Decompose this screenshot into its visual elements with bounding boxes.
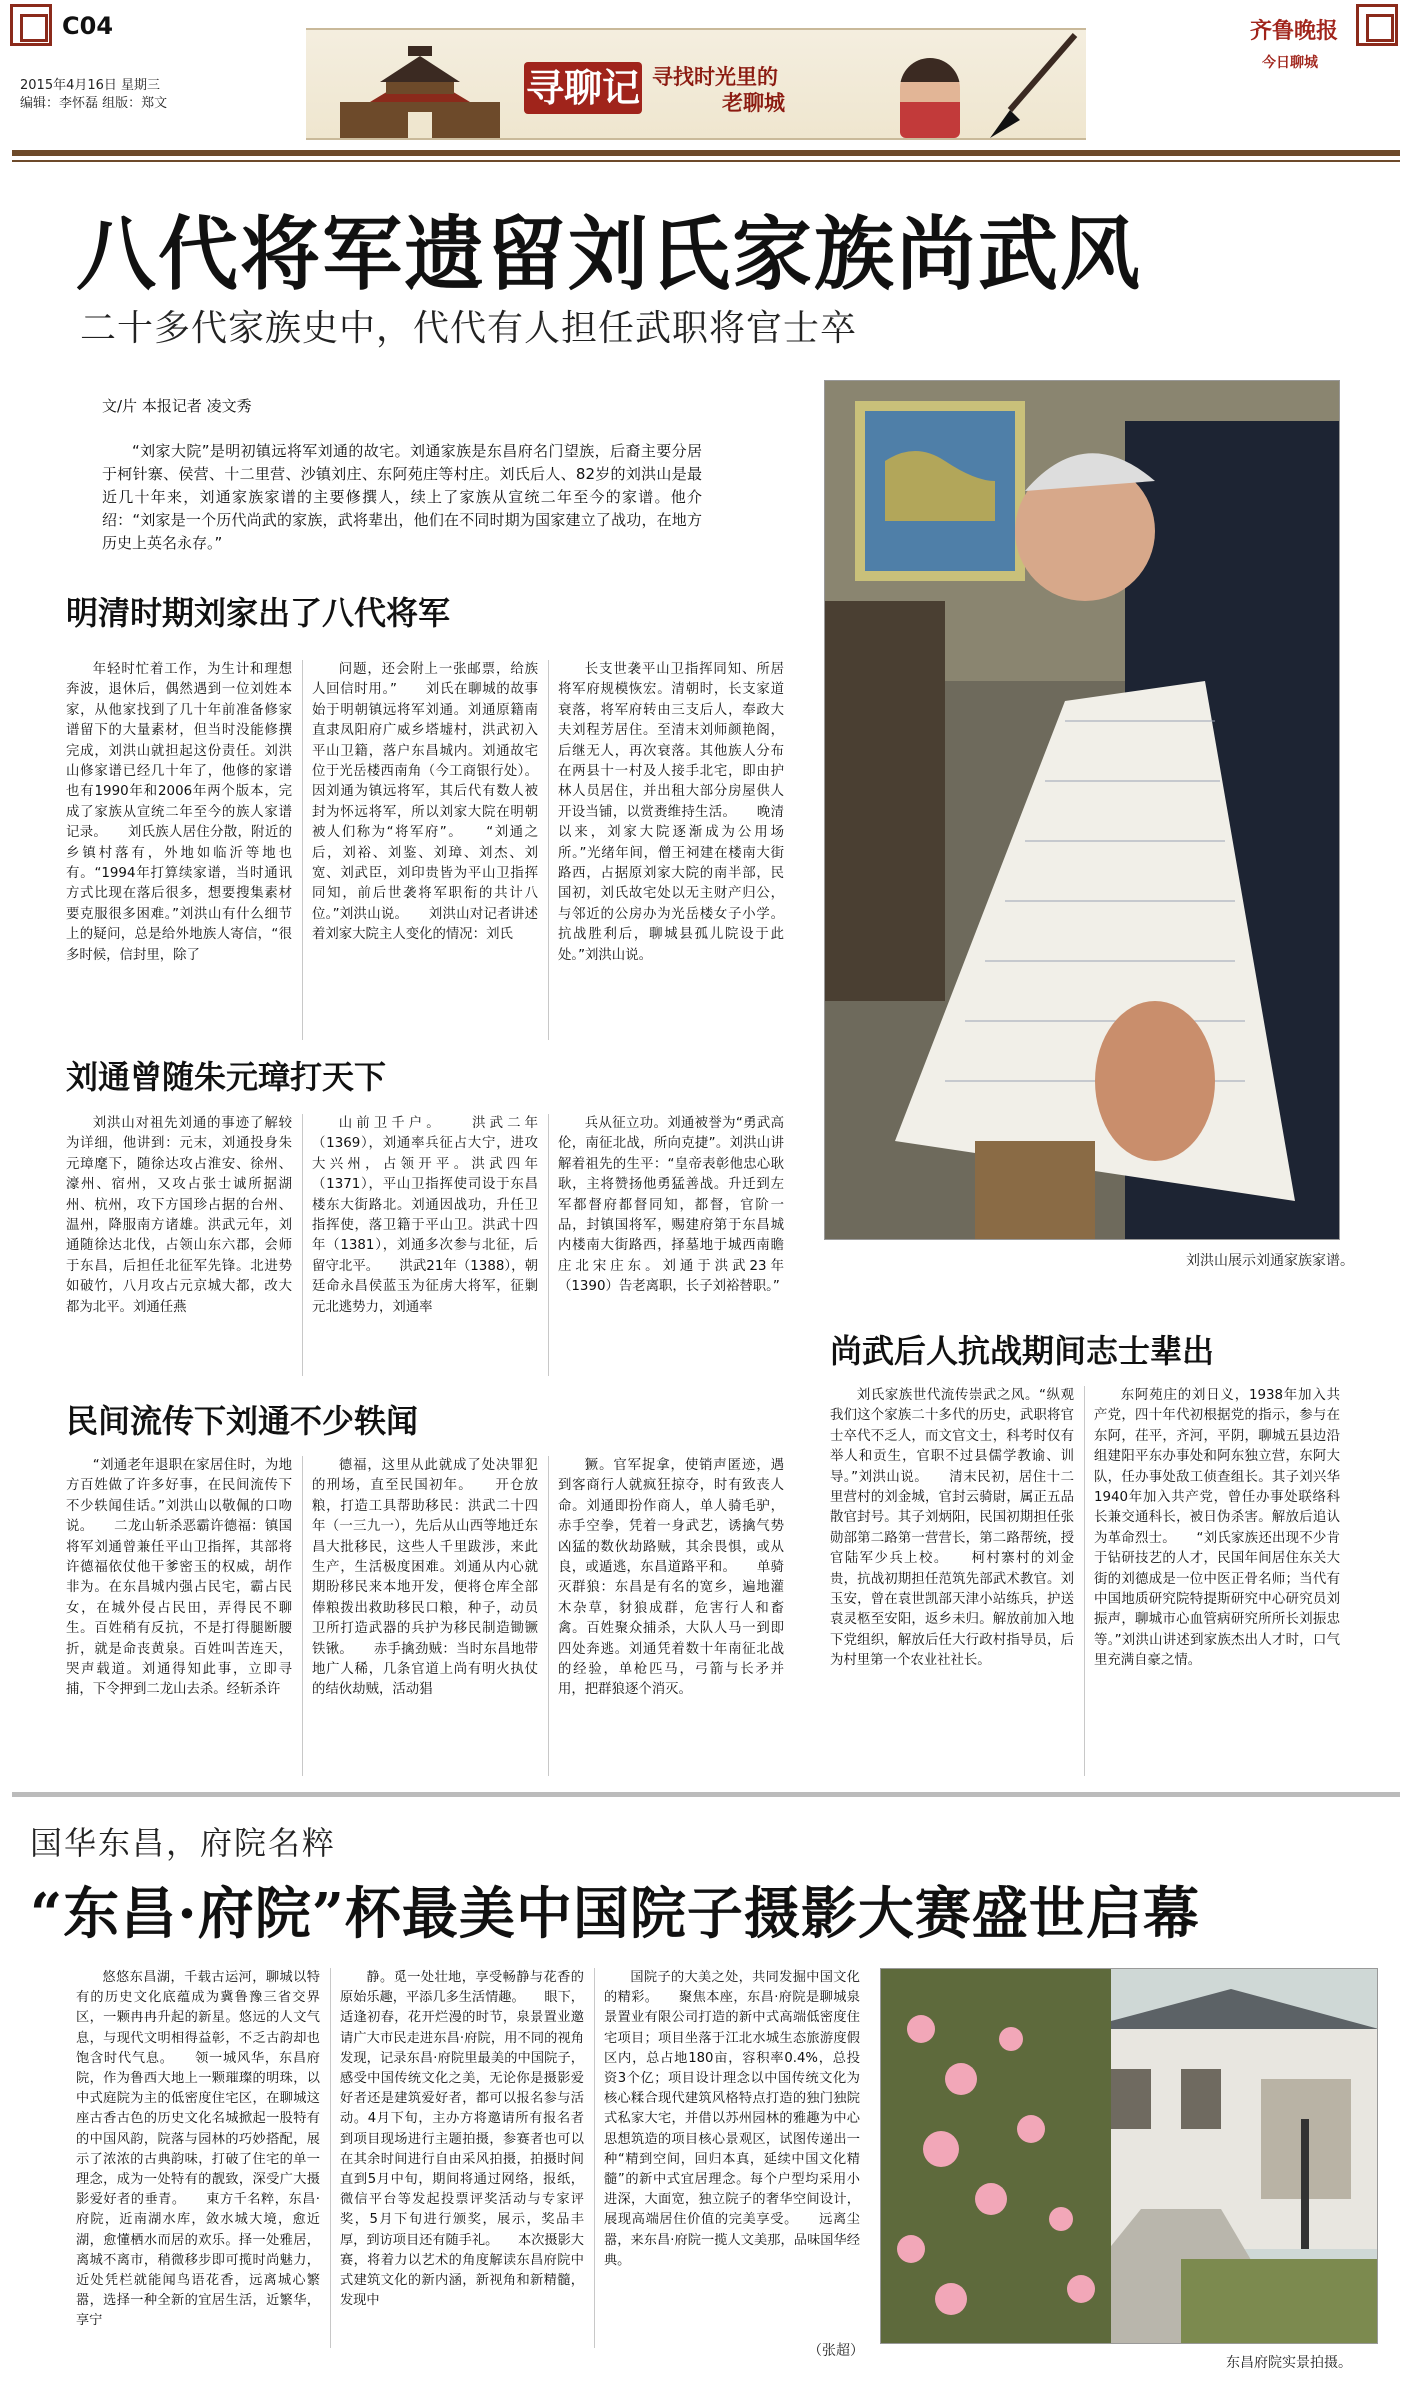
ad-col2 <box>340 1968 584 2311</box>
ad-kicker: 国华东昌，府院名粹 <box>30 1824 337 1862</box>
section1-heading: 明清时期刘家出了八代将军 <box>66 594 451 632</box>
column-divider <box>330 1968 331 2348</box>
section3-col1-text: “刘通老年退职在家居住时，为地方百姓做了许多好事，在民间流传下不少轶闻佳话。”刘洪山以敬佩的口吻说。 二龙山斩杀恶霸许德福：镇国将军刘通曾兼任平山卫指挥，其部将许德福依仗他干爹密玉的权威，胡作非为。在东昌城内强占民宅，霸占民女，在城外侵占民田，弄得民不聊生。百姓稍有反抗，不是打得腿断腰折，就是命丧黄泉。百姓叫苦连天，哭声载道。刘通得知此事，立即寻捕，下令押到二龙山去杀。经斩杀许 <box>66 1458 292 1698</box>
section3-col2-text: 德福，这里从此就成了处决罪犯的刑场，直至民国初年。 开仓放粮，打造工具帮助移民：洪武二十四年（一三九一），先后从山西等地迁东昌大批移民，这些人千里跋涉，来此生产，生活极度困难。刘通从内心就期盼移民来本地开发，便将仓库全部俸粮拨出救助移民口粮，种子，动员卫所打造武器的兵护为移民制造锄镢铁锹。 赤手擒劲贼：当时东昌地带地广人稀，几条官道上尚有明火执仗的结伙劫贼，活动猖 <box>312 1458 538 1698</box>
section3-col2 <box>312 1456 538 1701</box>
column-divider <box>302 1114 303 1376</box>
section1-col3 <box>558 660 784 966</box>
section3-heading: 民间流传下刘通不少轶闻 <box>66 1402 419 1440</box>
column-divider <box>548 660 549 1040</box>
section4-heading: 尚武后人抗战期间志士辈出 <box>830 1332 1215 1370</box>
photo-family-tree-caption: 刘洪山展示刘通家族家谱。 <box>1186 1253 1354 1269</box>
column-divider <box>1084 1386 1085 1776</box>
column-divider <box>302 660 303 1040</box>
section2-col1 <box>66 1114 292 1318</box>
section2-col3-text: 兵从征立功。刘通被誉为“勇武高伦，南征北战，所向克捷”。刘洪山讲解着祖先的生平：“皇帝表彰他忠心耿耿，主将赞扬他勇猛善战。升迁到左军都督府都督同知，都督，官阶一品，封镇国将军，赐建府第于东昌城内楼南大街路西，择墓地于城西南瞻庄北宋庄东。刘通于洪武23年（1390）告老离职，长子刘裕替职。” <box>558 1116 784 1295</box>
article-subhead: 二十多代家族史中，代代有人担任武职将官士卒 <box>80 308 858 349</box>
photo-family-tree-image <box>825 381 1340 1240</box>
section1-col2 <box>312 660 538 946</box>
column-divider <box>548 1114 549 1376</box>
section1-col3-text: 长支世袭平山卫指挥同知、所居将军府规模恢宏。清朝时，长支家道衰落，将军府转由三支后人，奉政大夫刘程芳居住。至清末刘师颜艳阁，后继无人，再次衰落。其他族人分布在两县十一村及人接手北宅，即由护林人员居住，并出租大部分房屋供人开设当铺，以赏赉维持生活。 晚清以来，刘家大院逐渐成为公用场所。”光绪年间，僧王祠建在楼南大街路西，占据原刘家大院的南半部，民国初，刘氏故宅处以无主财产归公，与邻近的公房办为光岳楼女子小学。抗战胜利后，聊城县孤儿院设于此处。”刘洪山说。 <box>558 662 784 963</box>
section4-col2 <box>1094 1386 1340 1672</box>
section2-col2-text: 山前卫千户。 洪武二年（1369），刘通率兵征占大宁，进攻大兴州，占领开平。洪武四年（1371），平山卫指挥使司设于东昌楼东大街路北。刘通因战功，升任卫指挥使，落卫籍于平山卫。洪武十四年（1381），刘通多次参与北征，后留守北平。 洪武21年（1388），朝廷命永昌侯蓝玉为征虏大将军，征剿元北逃势力，刘通率 <box>312 1116 538 1315</box>
gate-tower-illustration <box>330 42 510 138</box>
section4-col1 <box>830 1386 1074 1672</box>
section3-col1 <box>66 1456 292 1701</box>
section4-col1-text: 刘氏家族世代流传崇武之风。“纵观我们这个家族二十多代的历史，武职将官士卒代不乏人，而文官文士，科考时仅有举人和贡生，官职不过县儒学教谕、训导。”刘洪山说。 清末民初，居住十二里营村的刘金城，官封云骑尉，属正五品散官封号。其子刘炳阳，民国初期担任张勋部第二路第一营营长，第二路帮统，授官陆军少兵上校。 柯村寨村的刘金贵，抗战初期担任范筑先部武术教官。刘玉安，曾在袁世凯部天津小站练兵，护送袁灵柩至安阳，返乡未归。解放前加入地下党组织，解放后任大行政村指导员，后为村里第一个农业社社长。 <box>830 1388 1074 1669</box>
section4-col2-text: 东阿苑庄的刘日义，1938年加入共产党，四十年代初根据党的指示，参与在东阿，茌平，齐河，平阴，聊城五县边沿组建阳平东办事处和阿东独立营，东阿大队，任办事处敌工侦查组长。其子刘兴华1940年加入共产党，曾任办事处联络科长兼交通科长，被日伪杀害。解放后追认为革命烈士。 “刘氏家族还出现不少肯于钻研技艺的人才，民国年间居住东关大街的刘德成是一位中医正骨名师；当代有中国地质研究院特提斯研究中心研究员刘振声，聊城市心血管病研究所所长刘振忠等。”刘洪山讲述到家族杰出人才时，口气里充满自豪之情。 <box>1094 1388 1340 1669</box>
ad-author: （张超） <box>808 2343 864 2359</box>
editor-line: 编辑：李怀磊 组版：郑文 <box>20 96 168 111</box>
ad-col3-text: 国院子的大美之处，共同发掘中国文化的精彩。 聚焦本座，东昌·府院是聊城泉景置业有限公司打造的新中式高端低密度住宅项目；项目坐落于江北水城生态旅游度假区内，总占地180亩，容积率0.4%，总投资3个亿；项目设计理念以中国传统文化为核心糅合现代建筑风格特点打造的独门独院式私家大宅，并借以苏州园林的雅趣为中心思想筑造的项目核心景观区，试图传递出一种“精到空间，回归本真，延续中国文化精髓”的新中式宜居理念。每个户型均采用小进深，大面宽，独立院子的奢华空间设计，展现高端居住价值的完美享受。 远离尘嚣，来东昌·府院一揽人文美那，品味国华经典。 <box>604 1970 860 2268</box>
section2-col2 <box>312 1114 538 1318</box>
masthead-ornament-left <box>10 4 52 46</box>
photo-family-tree <box>824 380 1340 1240</box>
ad-col3 <box>604 1968 860 2271</box>
article-headline: 八代将军遗留刘氏家族尚武风 <box>76 207 1142 301</box>
column-subtitle-line1: 寻找时光里的 <box>652 65 778 89</box>
photo-courtyard <box>880 1968 1378 2344</box>
column-divider <box>594 1968 595 2348</box>
column-subtitle-line2: 老聊城 <box>722 91 785 115</box>
column-divider <box>302 1456 303 1776</box>
newspaper-logo: 齐鲁晚报 <box>1250 18 1339 44</box>
photo-courtyard-image <box>881 1969 1378 2344</box>
section-separator <box>12 1792 1400 1797</box>
photo-courtyard-caption: 东昌府院实景拍摄。 <box>1226 2355 1352 2371</box>
section2-col1-text: 刘洪山对祖先刘通的事迹了解较为详细，他讲到：元末，刘通投身朱元璋麾下，随徐达攻占淮安、徐州、濠州、宿州，又攻占张士诚所据湖州、杭州，攻下方国珍占据的台州、温州，降服南方诸雄。洪武元年，刘通随徐达北伐，占领山东六郡，会师于东昌，后担任北征军先锋。北进势如破竹，八月攻占元京城大都，改大都为北平。刘通任燕 <box>66 1116 292 1315</box>
article-lead: “刘家大院”是明初镇远将军刘通的故宅。刘通家族是东昌府名门望族，后裔主要分居于柯针寨、侯营、十二里营、沙镇刘庄、东阿苑庄等村庄。刘氏后人、82岁的刘洪山是最近几十年来，刘通家族家谱的主要修撰人，续上了家族从宣统二年至今的家谱。他介绍：“刘家是一个历代尚武的家族，武将辈出，他们在不同时期为国家建立了战功，在地方历史上英名永存。” <box>102 442 702 552</box>
column-seal: 寻聊记 <box>524 62 642 114</box>
section1-col2-text: 问题，还会附上一张邮票，给族人回信时用。” 刘氏在聊城的故事始于明朝镇远将军刘通。刘通原籍南直隶凤阳府广威乡塔墟村，洪武初入平山卫籍，落户东昌城内。刘通故宅位于光岳楼西南角（今工商银行处）。因刘通为镇远将军，其后代有数人被封为怀远将军，所以刘家大院在明朝被人们称为“将军府”。 “刘通之后，刘裕、刘鉴、刘璋、刘杰、刘宽、刘武臣，刘印贵皆为平山卫指挥同知，前后世袭将军职衔的共计八位。”刘洪山说。 刘洪山对记者讲述着刘家大院主人变化的情况：刘氏 <box>312 662 538 943</box>
ad-col1-text: 悠悠东昌湖，千载古运河，聊城以特有的历史文化底蕴成为冀鲁豫三省交界区，一颗冉冉升起的新星。悠远的人文气息，与现代文明相得益彰，不乏古韵却也饱含时代气息。 领一城风华，东昌府院，作为鲁西大地上一颗璀璨的明珠，以中式庭院为主的低密度住宅区，在聊城这座古香古色的历史文化名城掀起一股特有的中国风韵，院落与园林的巧妙搭配，展示了浓浓的古典韵味，打破了住宅的单一理念，成为一处特有的靓致，深受广大摄影爱好者的垂青。 東方千名粹，东昌·府院，近南湖水库，敛水城大境，愈近湖，愈懂栖水而居的欢乐。择一处雅居，离城不离市，稍微移步即可揽时尚魅力，近处凭栏就能闻鸟语花香，远离城心繁嚣，选择一种全新的宜居生活，近繁华，享宁 <box>76 1970 320 2329</box>
masthead-ornament-right <box>1356 4 1398 46</box>
section2-col3 <box>558 1114 784 1298</box>
section3-col3-text: 獗。官军捉拿，使销声匿迹，遇到客商行人就疯狂掠夺，时有致丧人命。刘通即扮作商人，单人骑毛驴，赤手空拳，凭着一身武艺，诱擒气势凶猛的数伙劫路贼，其余畏惧，或从良，或遁逃，东昌道路平和。 单骑灭群狼：东昌是有名的宽乡，遍地灌木杂草，豺狼成群，危害行人和畜禽。百姓聚众捕杀，大队人马一到即四处奔逃。刘通凭着数十年南征北战的经验，单枪匹马，弓箭与长矛并用，把群狼逐个消灭。 <box>558 1458 784 1698</box>
article-byline: 文/片 本报记者 凌文秀 <box>102 397 252 415</box>
section2-heading: 刘通曾随朱元璋打天下 <box>66 1058 387 1096</box>
ad-col2-text: 静。觅一处壮地，享受畅静与花香的原始乐趣，平添几多生活情趣。 眼下，适逢初春，花开烂漫的时节，泉景置业邀请广大市民走进东昌·府院，用不同的视角发现，记录东昌·府院里最美的中国院子，感受中国传统文化之美，无论你是摄影爱好者还是建筑爱好者，都可以报名参与活动。4月下旬，主办方将邀请所有报名者到项目现场进行主题拍摄，参赛者也可以在其余时间进行自由采风拍摄，拍摄时间直到5月中旬，期间将通过网络，报纸，微信平台等发起投票评奖活动与专家评奖，5月下旬进行颁奖，展示，奖品丰厚，到访项目还有随手礼。 本次摄影大赛，将着力以艺术的角度解读东昌府院中式建筑文化的新内涵，新视角和新精髓，发现中 <box>340 1970 584 2309</box>
masthead-rule <box>12 150 1400 156</box>
masthead-rule-thin <box>12 160 1400 162</box>
section1-col1 <box>66 660 292 966</box>
column-divider <box>548 1456 549 1776</box>
section3-col3 <box>558 1456 784 1701</box>
section1-col1-text: 年轻时忙着工作，为生计和理想奔波，退休后，偶然遇到一位刘姓本家，从他家找到了几十年前准备修家谱留下的大量素材，但当时没能修撰完成，刘洪山就担起这份责任。刘洪山修家谱已经几十年了，他修的家谱也有1990年和2006年两个版本，完成了家族从宣统二年至今的族人家谱记录。 刘氏族人居住分散，附近的乡镇村落有，外地如临沂等地也有。“1994年打算续家谱，当时通讯方式比现在落后很多，想要搜集素材要克服很多困难。”刘洪山有什么细节上的疑问，总是给外地族人寄信，“很多时候，信封里，除了 <box>66 662 292 963</box>
page-number: C04 <box>62 12 114 40</box>
newspaper-edition: 今日聊城 <box>1262 55 1318 71</box>
ad-col1 <box>76 1968 320 2332</box>
columnist-portrait <box>900 58 960 138</box>
issue-date: 2015年4月16日 星期三 <box>20 78 161 93</box>
brush-icon <box>980 30 1080 140</box>
ad-title: “东昌·府院”杯最美中国院子摄影大赛盛世启幕 <box>30 1881 1200 1947</box>
column-subtitle <box>652 64 892 116</box>
